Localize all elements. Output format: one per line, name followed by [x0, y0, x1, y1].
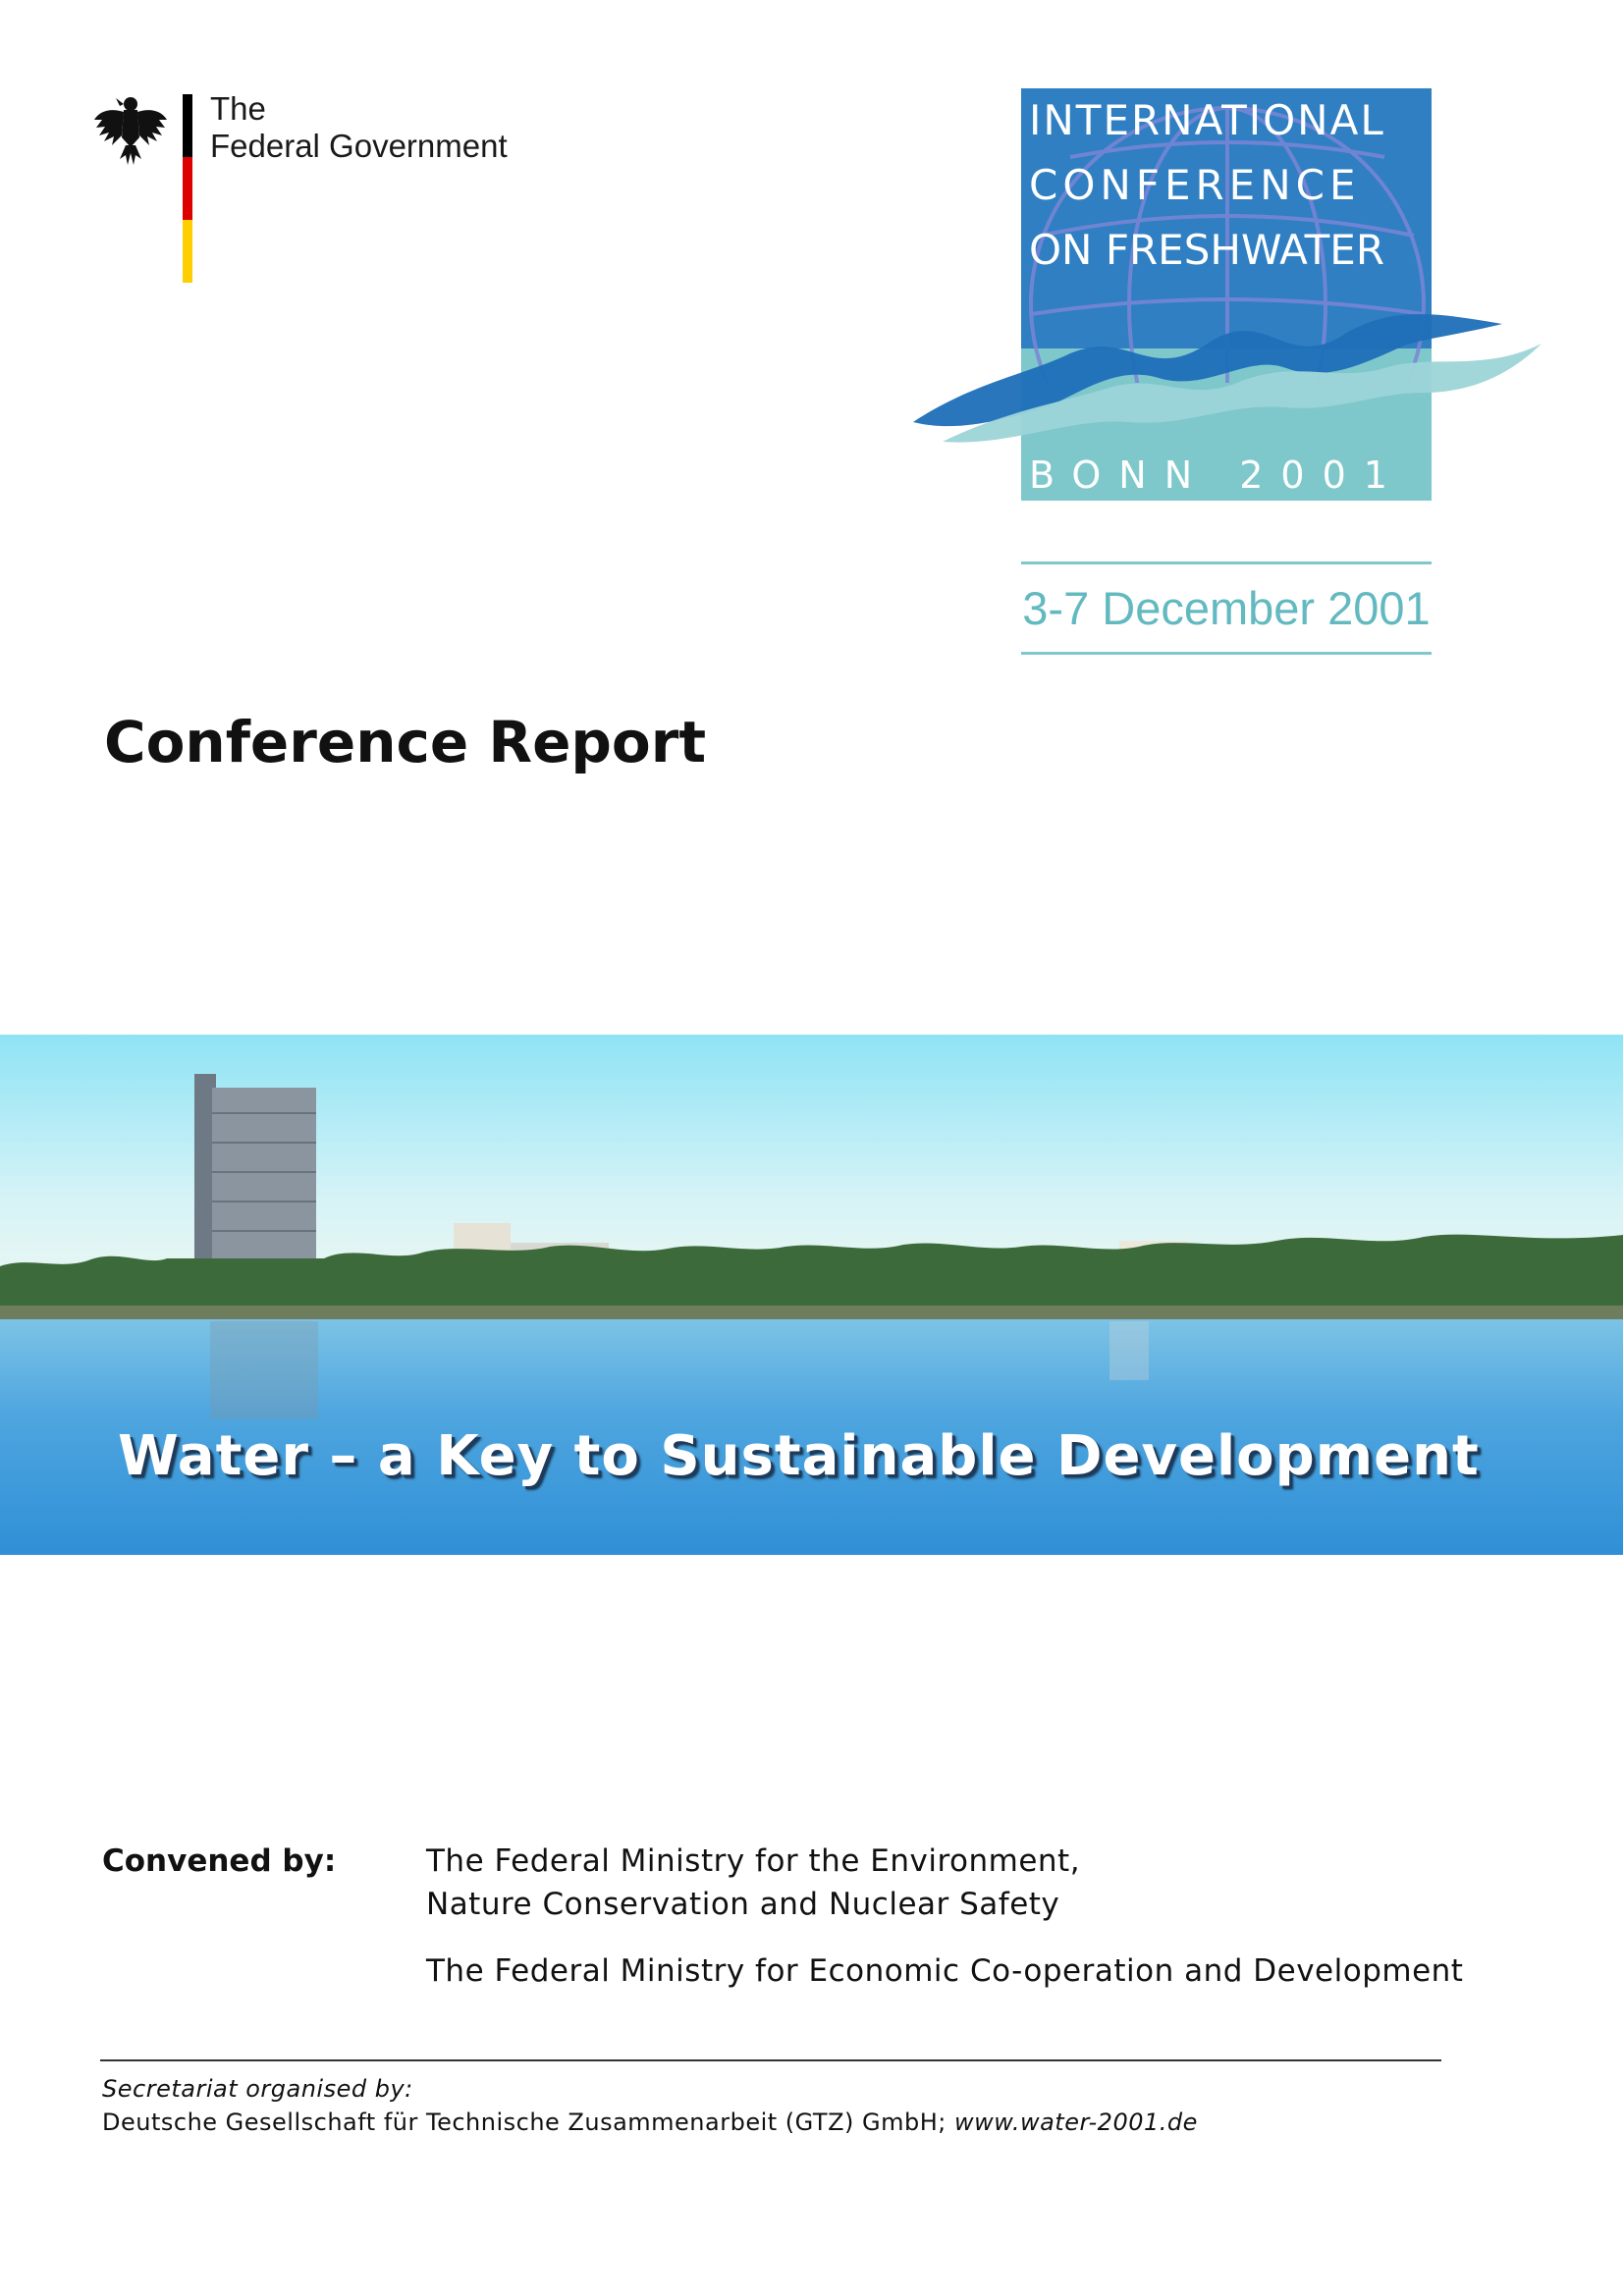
gov-line-federal-government: Federal Government	[210, 128, 508, 164]
federal-government-label	[210, 90, 508, 165]
secretariat-org-name: Deutsche Gesellschaft für Technische Zusammenarbeit (GTZ) GmbH;	[102, 2109, 954, 2136]
conference-logo	[913, 88, 1542, 501]
logo-text-international: INTERNATIONAL	[1029, 96, 1385, 144]
rhine-photo-banner	[0, 1035, 1623, 1555]
report-title: Conference Report	[104, 709, 707, 775]
conference-dates: 3-7 December 2001	[1022, 582, 1431, 634]
convened-by-label: Convened by:	[102, 1843, 337, 1879]
convener-economic-cooperation: The Federal Ministry for Economic Co-operation and Development	[426, 1953, 1464, 1989]
logo-text-conference: CONFERENCE	[1029, 161, 1361, 209]
secretariat-label: Secretariat organised by:	[102, 2075, 413, 2103]
german-flag-bar	[183, 94, 192, 283]
logo-text-bonn-2001: BONN 2001	[1029, 454, 1405, 497]
logo-text-on-freshwater: ON FRESHWATER	[1029, 226, 1385, 274]
date-divider-top	[1021, 561, 1432, 564]
convener-environment-line-2: Nature Conservation and Nuclear Safety	[426, 1887, 1060, 1922]
globe-wave-graphic	[913, 88, 1542, 501]
footer-divider	[100, 2059, 1441, 2061]
gov-line-the: The	[210, 90, 266, 127]
secretariat-website-link[interactable]: www.water-2001.de	[953, 2109, 1198, 2136]
federal-eagle-icon	[90, 90, 171, 171]
date-divider-bottom	[1021, 652, 1432, 655]
convener-environment-line-1: The Federal Ministry for the Environment,	[426, 1843, 1081, 1879]
banner-tagline: Water – a Key to Sustainable Development	[118, 1424, 1480, 1488]
secretariat-organisation	[102, 2109, 1198, 2136]
